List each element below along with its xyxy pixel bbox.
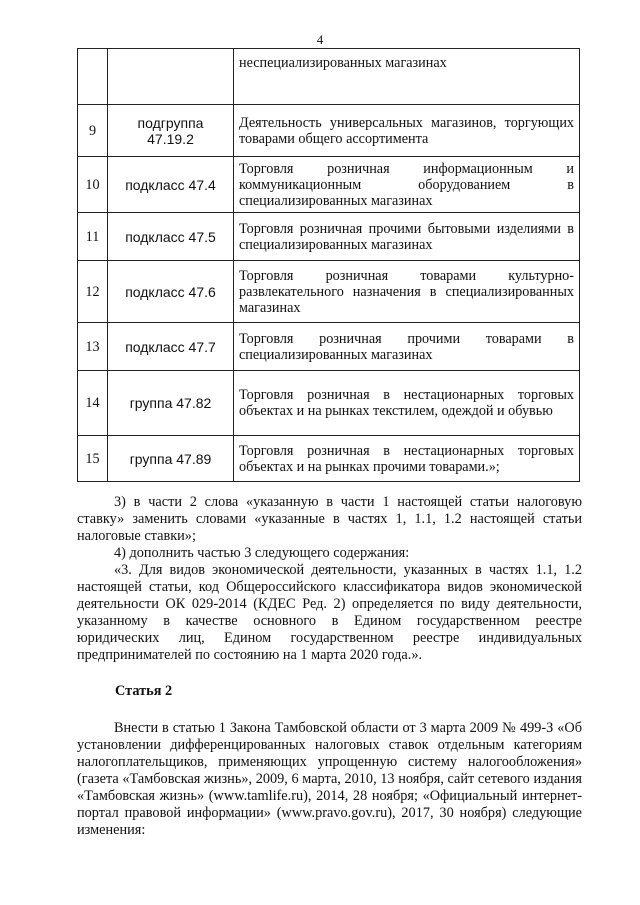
- row-code: подгруппа 47.19.2: [108, 105, 234, 157]
- row-number: 14: [78, 371, 108, 436]
- row-number: 15: [78, 436, 108, 482]
- row-number: [78, 49, 108, 105]
- article-heading: Статья 2: [115, 683, 173, 699]
- row-number: 11: [78, 213, 108, 261]
- table-row: [78, 323, 580, 371]
- row-code: подкласс 47.6: [108, 261, 234, 323]
- table-row: [78, 213, 580, 261]
- row-description: Торговля розничная информационным и коммуникационным оборудованием в специализированных магазинах: [234, 157, 580, 213]
- paragraph-item-3: 3) в части 2 слова «указанную в части 1 настоящей статьи налоговую ставку» заменить словами «указанные в частях 1, 1.1, 1.2 настоящей статьи налоговые ставки»;: [77, 494, 582, 544]
- row-code: [108, 49, 234, 105]
- row-code: группа 47.82: [108, 371, 234, 436]
- table-row: [78, 371, 580, 436]
- page-number: 4: [316, 32, 324, 47]
- table-row: [78, 105, 580, 157]
- row-number: 9: [78, 105, 108, 157]
- article-2-paragraph: Внести в статью 1 Закона Тамбовской области от 3 марта 2009 № 499-З «Об установлении дифференцированных налоговых ставок отдельным категориям налогоплательщиков, применяющих упрощенную систему налогообложения» (газета «Тамбовская жизнь», 2009, 6 марта, 2010, 13 ноября, сайт сетевого издания «Тамбовская жизнь» (www.tamlife.ru), 2014, 28 ноября; «Официальный интернет-портал правовой информации» (www.pravo.gov.ru), 2017, 30 ноября) следующие изменения:: [77, 720, 582, 838]
- table-row: [78, 436, 580, 482]
- row-number: 12: [78, 261, 108, 323]
- paragraph-item-4: 4) дополнить частью 3 следующего содержания:: [114, 545, 410, 561]
- amendment-text: [77, 494, 582, 664]
- row-description: Деятельность универсальных магазинов, торгующих товарами общего ассортимента: [234, 105, 580, 157]
- row-code: подкласс 47.4: [108, 157, 234, 213]
- table-row: [78, 49, 580, 105]
- table-row: [78, 157, 580, 213]
- row-code: подкласс 47.5: [108, 213, 234, 261]
- row-description: Торговля розничная прочими товарами в специализированных магазинах: [234, 323, 580, 371]
- row-description: Торговля розничная в нестационарных торговых объектах и на рынках текстилем, одеждой и обувью: [234, 371, 580, 436]
- quoted-part-3: «3. Для видов экономической деятельности, указанных в частях 1.1, 1.2 настоящей статьи, код Общероссийского классификатора видов экономической деятельности ОК 029-2014 (КДЕС Ред. 2) определяется по виду деятельности, указанному в качестве основного в Едином государственном реестре юридических лиц, Едином государственном реестре индивидуальных предпринимателей по состоянию на 1 марта 2020 года.».: [77, 562, 582, 663]
- article-2-text: [77, 720, 582, 839]
- table-row: [78, 261, 580, 323]
- row-code: группа 47.89: [108, 436, 234, 482]
- row-number: 13: [78, 323, 108, 371]
- row-code: подкласс 47.7: [108, 323, 234, 371]
- row-description: неспециализированных магазинах: [234, 49, 580, 105]
- row-description: Торговля розничная прочими бытовыми изделиями в специализированных магазинах: [234, 213, 580, 261]
- row-number: 10: [78, 157, 108, 213]
- row-description: Торговля розничная в нестационарных торговых объектах и на рынках прочими товарами.»;: [234, 436, 580, 482]
- row-description: Торговля розничная товарами культурно-развлекательного назначения в специализированных магазинах: [234, 261, 580, 323]
- okved-codes-table: [77, 48, 580, 482]
